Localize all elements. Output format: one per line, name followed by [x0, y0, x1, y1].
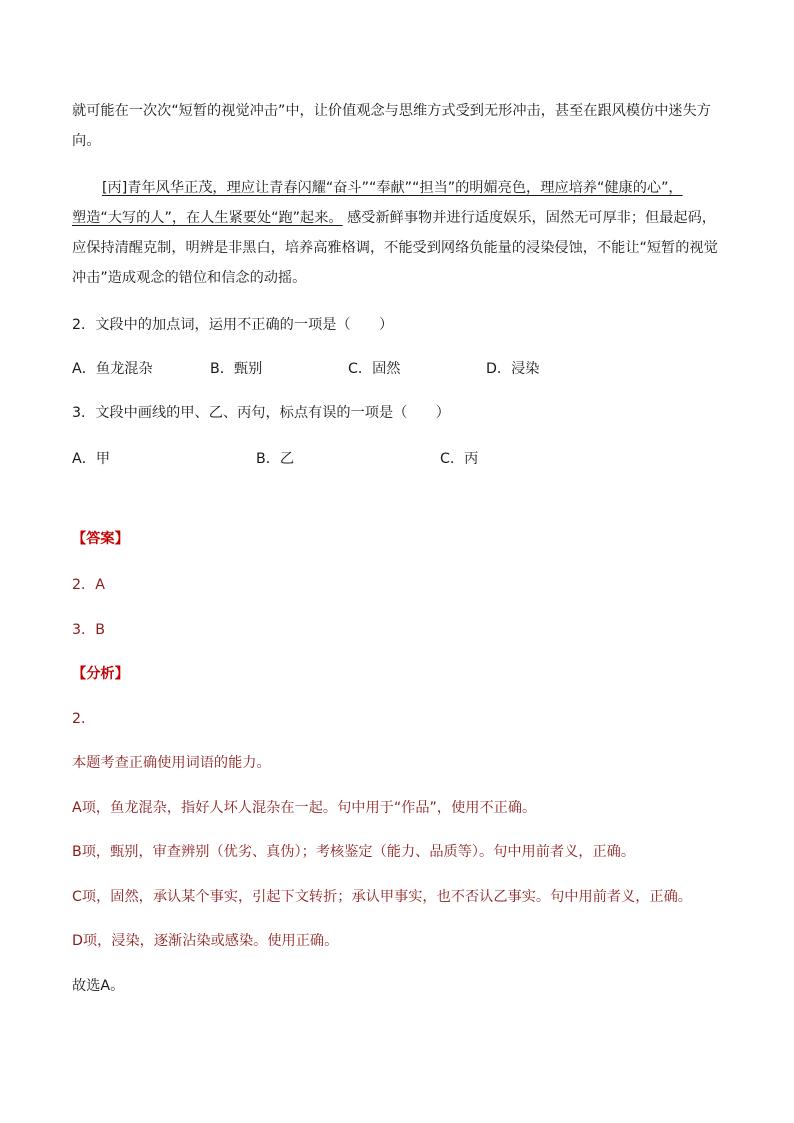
underlined-sentence-bing-part2: 塑造“大写的人”，在人生紧要处“跑”起来。 — [72, 210, 343, 226]
q3-option-a: A．甲 — [72, 451, 111, 467]
q3-option-b: B．乙 — [256, 451, 295, 467]
passage-line-3 — [102, 178, 683, 198]
q2-option-a: A．鱼龙混杂 — [72, 361, 153, 377]
q3-option-c: C．丙 — [440, 451, 479, 467]
passage-line-2: 向。 — [72, 133, 101, 149]
q2-option-c: C．固然 — [348, 361, 401, 377]
question-3-stem: 3．文段中画线的甲、乙、丙句，标点有误的一项是（ ） — [72, 405, 450, 421]
passage-line-1: 就可能在一次次“短暂的视觉冲击”中，让价值观念与思维方式受到无形冲击，甚至在跟风模仿中迷失方 — [72, 103, 711, 119]
passage-line-5: 应保持清醒克制，明辨是非黑白，培养高雅格调，不能受到网络负能量的浸染侵蚀，不能让“短暂的视觉 — [72, 240, 718, 256]
passage-line-4-rest: 感受新鲜事物并进行适度娱乐，固然无可厚非；但最起码， — [342, 210, 716, 226]
passage-line-4 — [72, 208, 716, 228]
analysis-line-4: C项，固然，承认某个事实，引起下文转折；承认甲事实，也不否认乙事实。句中用前者义，正确。 — [72, 889, 692, 905]
analysis-line-3: B项，甄别，审查辨别（优劣、真伪）；考核鉴定（能力、品质等）。句中用前者义，正确。 — [72, 844, 636, 860]
analysis-line-2: A项，鱼龙混杂，指好人坏人混杂在一起。句中用于“作品”，使用不正确。 — [72, 800, 537, 816]
analysis-line-1: 本题考查正确使用词语的能力。 — [72, 755, 271, 771]
answer-item-3: 3．B — [72, 622, 105, 638]
analysis-line-5: D项，浸染，逐渐沾染或感染。使用正确。 — [72, 933, 339, 949]
answer-heading: 【答案】 — [72, 531, 129, 547]
passage-line-6: 冲击”造成观念的错位和信念的动摇。 — [72, 270, 307, 286]
analysis-conclusion: 故选A。 — [72, 978, 125, 994]
analysis-number: 2． — [72, 711, 96, 727]
q2-option-b: B．甄别 — [210, 361, 263, 377]
q2-option-d: D．浸染 — [486, 361, 540, 377]
question-2-stem: 2．文段中的加点词，运用不正确的一项是（ ） — [72, 317, 394, 333]
analysis-heading: 【分析】 — [72, 666, 129, 682]
underlined-sentence-bing-part1: [丙]青年风华正茂，理应让青春闪耀“奋斗”“奉献”“担当”的明媚亮色，理应培养“健康的心”， — [102, 180, 683, 196]
answer-item-2: 2．A — [72, 577, 105, 593]
